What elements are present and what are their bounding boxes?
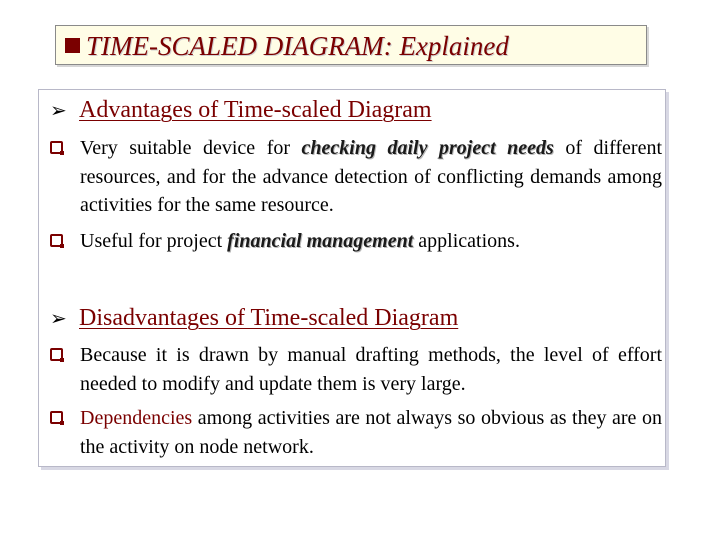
disadvantages-heading-text: Disadvantages of Time-scaled Diagram [79, 305, 459, 331]
bullet-text [80, 341, 662, 398]
slide-title: TIME-SCALED DIAGRAM: Explained [86, 31, 509, 61]
arrow-bullet-icon: ➢ [50, 306, 67, 330]
bullet-text-part: applications. [413, 230, 520, 252]
hollow-square-bullet-icon [50, 348, 63, 361]
advantages-heading-text: Advantages of Time-scaled Diagram [79, 97, 432, 123]
emphasis-text: financial management [227, 230, 414, 252]
content-panel [38, 89, 666, 467]
bullet-text-part: among activities are not always so obvious as they are on the activity on node network. [80, 407, 662, 458]
bullet-text-part: Very suitable device for [80, 137, 302, 159]
bullet-text-part: of different resources, and for the advance detection of conflicting demands among activities for the same resource. [80, 137, 663, 216]
emphasis-text: checking daily project needs [301, 137, 554, 159]
arrow-bullet-icon: ➢ [50, 98, 67, 122]
bullet-text [80, 404, 662, 461]
hollow-square-bullet-icon [50, 411, 63, 424]
bullet-text-part: Because it is drawn by manual drafting methods, the level of effort needed to modify and update them is very large. [80, 344, 662, 395]
bullet-text-part: Useful for project [80, 230, 228, 252]
bullet-text [80, 227, 662, 256]
hollow-square-bullet-icon [50, 234, 63, 247]
slide-title-banner [55, 25, 647, 65]
hollow-square-bullet-icon [50, 141, 63, 154]
bullet-text [80, 134, 662, 220]
square-bullet-icon [65, 38, 80, 53]
accent-text: Dependencies [80, 407, 193, 429]
